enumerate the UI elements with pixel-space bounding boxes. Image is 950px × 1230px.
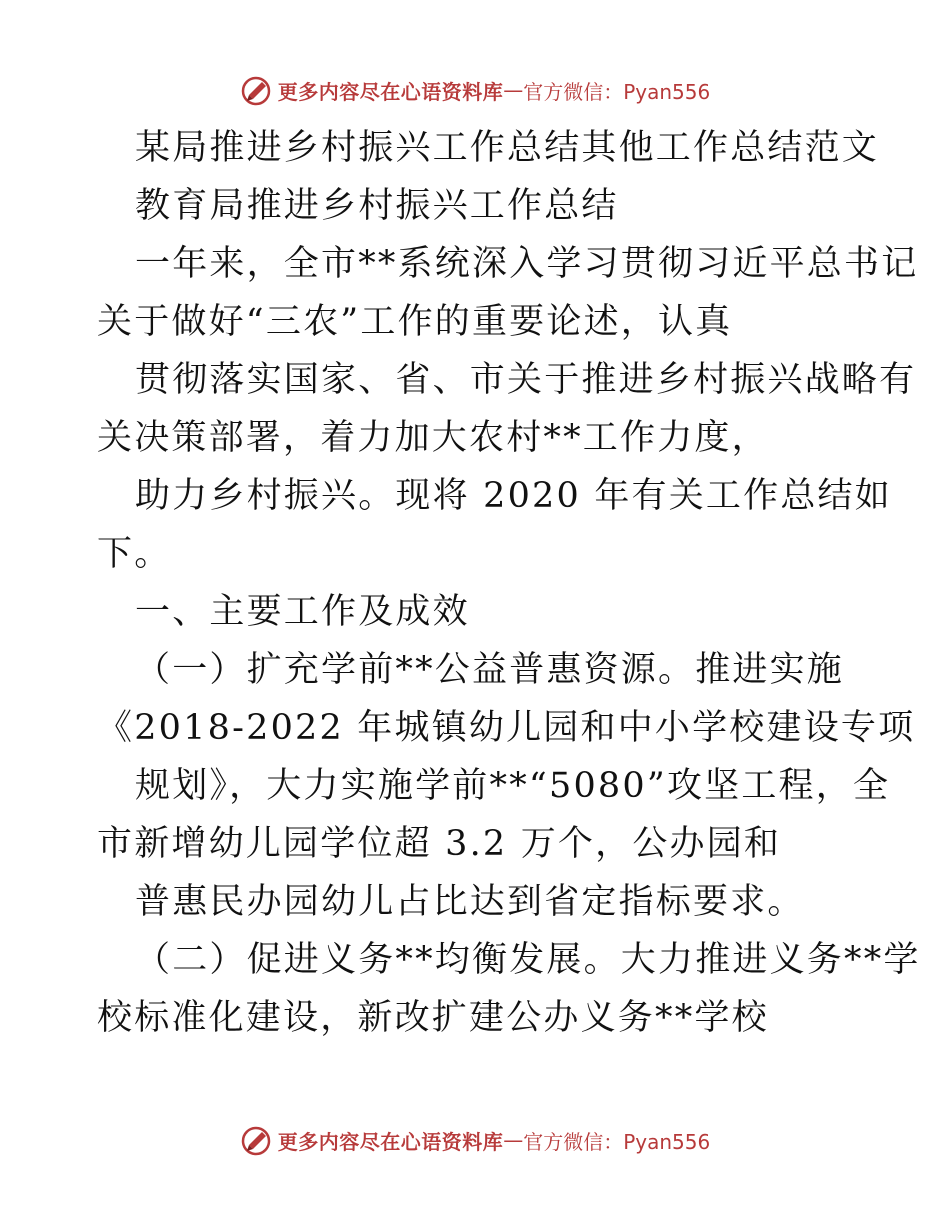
banner-contact: 官方微信：Pyan556 — [523, 1129, 711, 1154]
paragraph-line: （二）促进义务**均衡发展。大力推进义务**学 — [135, 940, 921, 980]
banner-separator: — — [503, 78, 524, 102]
document-subtitle: 教育局推进乡村振兴工作总结 — [135, 186, 619, 226]
paragraph-line: 市新增幼儿园学位超 3.2 万个，公办园和 — [97, 824, 782, 864]
banner-separator: — — [503, 1128, 524, 1152]
footer-watermark-banner — [0, 1120, 950, 1160]
paragraph-line: 《2018-2022 年城镇幼儿园和中小学校建设专项 — [97, 708, 916, 748]
paragraph-line: 关决策部署，着力加大农村**工作力度， — [97, 418, 769, 458]
section-heading: 一、主要工作及成效 — [135, 592, 470, 632]
paragraph-line: 关于做好“三农”工作的重要论述，认真 — [97, 302, 733, 342]
banner-site-name: 更多内容尽在心语资料库 — [277, 79, 504, 104]
paragraph-line: 助力乡村振兴。现将 2020 年有关工作总结如 — [135, 476, 892, 516]
paragraph-line: 规划》，大力实施学前**“5080”攻坚工程，全 — [135, 766, 891, 806]
pen-logo-icon — [240, 73, 274, 107]
paragraph-line: （一）扩充学前**公益普惠资源。推进实施 — [135, 650, 845, 690]
pen-logo-icon — [240, 1123, 274, 1157]
header-watermark-banner — [0, 70, 950, 110]
banner-contact: 官方微信：Pyan556 — [523, 79, 711, 104]
paragraph-line: 下。 — [97, 534, 172, 574]
document-title: 某局推进乡村振兴工作总结其他工作总结范文 — [135, 128, 880, 168]
paragraph-line: 普惠民办园幼儿占比达到省定指标要求。 — [135, 882, 805, 922]
paragraph-line: 贯彻落实国家、省、市关于推进乡村振兴战略有 — [135, 360, 917, 400]
paragraph-line: 校标准化建设，新改扩建公办义务**学校 — [97, 998, 769, 1038]
banner-site-name: 更多内容尽在心语资料库 — [277, 1129, 504, 1154]
paragraph-line: 一年来，全市**系统深入学习贯彻习近平总书记 — [135, 244, 919, 284]
